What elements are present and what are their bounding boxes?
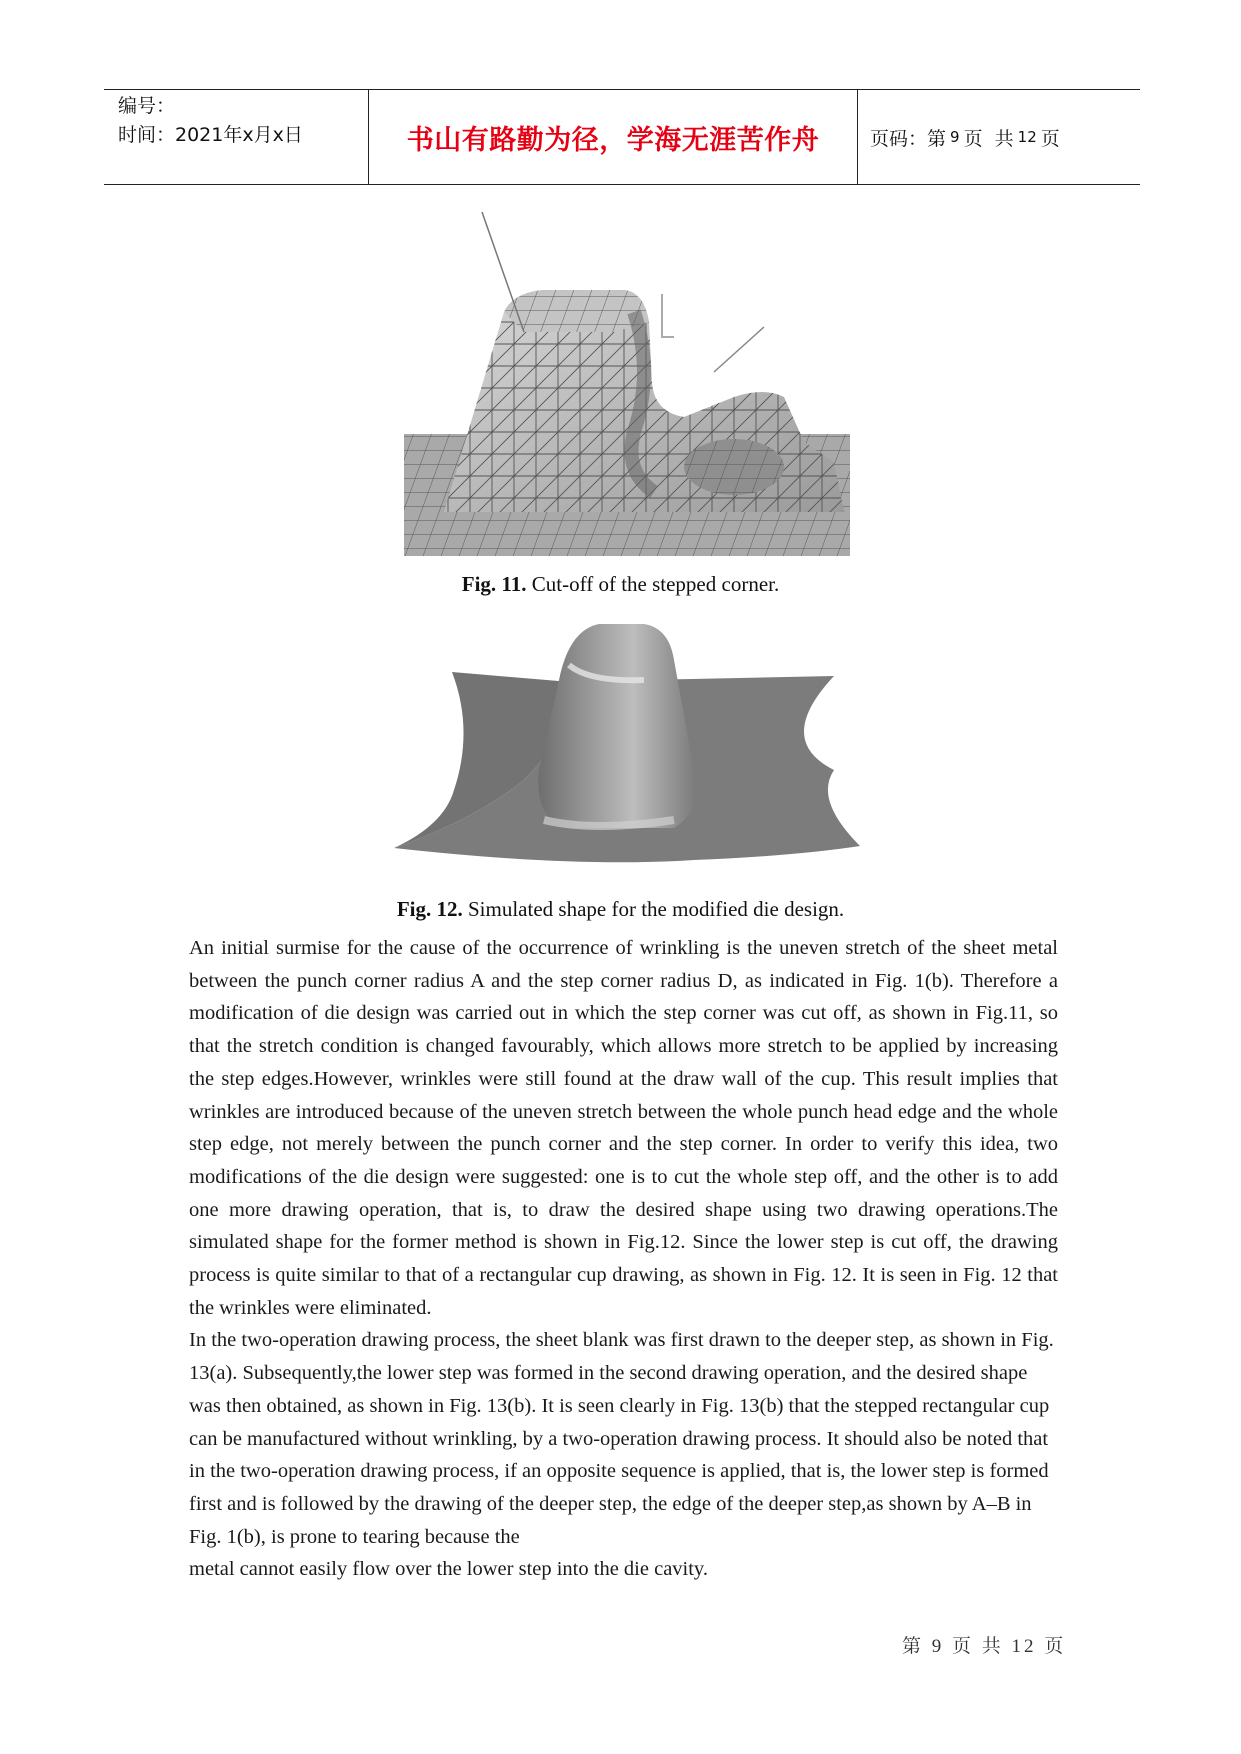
figure-11-caption-label: Fig. 11. (461, 572, 527, 596)
figure-12-caption-text: Simulated shape for the modified die design. (462, 897, 845, 921)
header-motto: 书山有路勤为径，学海无涯苦作舟 (368, 90, 858, 184)
document-header (104, 89, 1140, 185)
page-current: 9 (950, 128, 960, 146)
number-label: 编号： (118, 95, 176, 117)
time-label: 时间：2021年x月x日 (118, 124, 303, 146)
figure-12-shape-image (394, 620, 864, 872)
figure-11-caption-text: Cut-off of the stepped corner. (526, 572, 780, 596)
figure-11-mesh-image (404, 212, 850, 556)
header-meta (104, 90, 368, 184)
figure-11-caption (0, 572, 1241, 597)
page-label-suffix: 页 (1040, 127, 1060, 150)
paragraph-1: An initial surmise for the cause of the occurrence of wrinkling is the uneven stretch of the sheet metal between the punch corner radius A and the step corner radius D, as indicated in Fig. 1(b). Therefore a modification of die design was carried out in which the step corner was cut off, as shown in Fig.11, so that the stretch condition is changed favourably, which allows more stretch to be applied by increasing the step edges.However, wrinkles were still found at the draw wall of the cup. This result implies that wrinkles are introduced because of the uneven stretch between the whole punch head edge and the whole step edge, not merely between the punch corner and the step corner. In order to verify this idea, two modifications of the die design were suggested: one is to cut the whole step off, and the other is to add one more drawing operation, that is, to draw the desired shape using two drawing operations.The simulated shape for the former method is shown in Fig.12. Since the lower step is cut off, the drawing process is quite similar to that of a rectangular cup drawing, as shown in Fig. 12. It is seen in Fig. 12 that the wrinkles were eliminated. (189, 937, 1058, 1319)
figure-12-caption (0, 897, 1241, 922)
page-footer: 第 9 页 共 12 页 (902, 1636, 1067, 1657)
paragraph-2: In the two-operation drawing process, the sheet blank was first drawn to the deeper step, as shown in Fig. 13(a). Subsequently,the lower step was formed in the second drawing operation, and the desired shape was then obtained, as shown in Fig. 13(b). It is seen clearly in Fig. 13(b) that the stepped rectangular cup can be manufactured without wrinkling, by a two-operation drawing process. It should also be noted that in the two-operation drawing process, if an opposite sequence is applied, that is, the lower step is formed first and is followed by the drawing of the deeper step, the edge of the deeper step,as shown by A–B in Fig. 1(b), is prone to tearing because the (189, 1329, 1054, 1548)
header-page-number (858, 90, 1140, 184)
page-total: 12 (1017, 128, 1037, 146)
paragraph-3: metal cannot easily flow over the lower step into the die cavity. (189, 1558, 708, 1581)
page-label-prefix: 页码：第 (870, 127, 947, 150)
figure-12-caption-label: Fig. 12. (396, 897, 463, 921)
body-text (189, 932, 1058, 1586)
page-label-mid: 页 共 (963, 127, 1014, 150)
